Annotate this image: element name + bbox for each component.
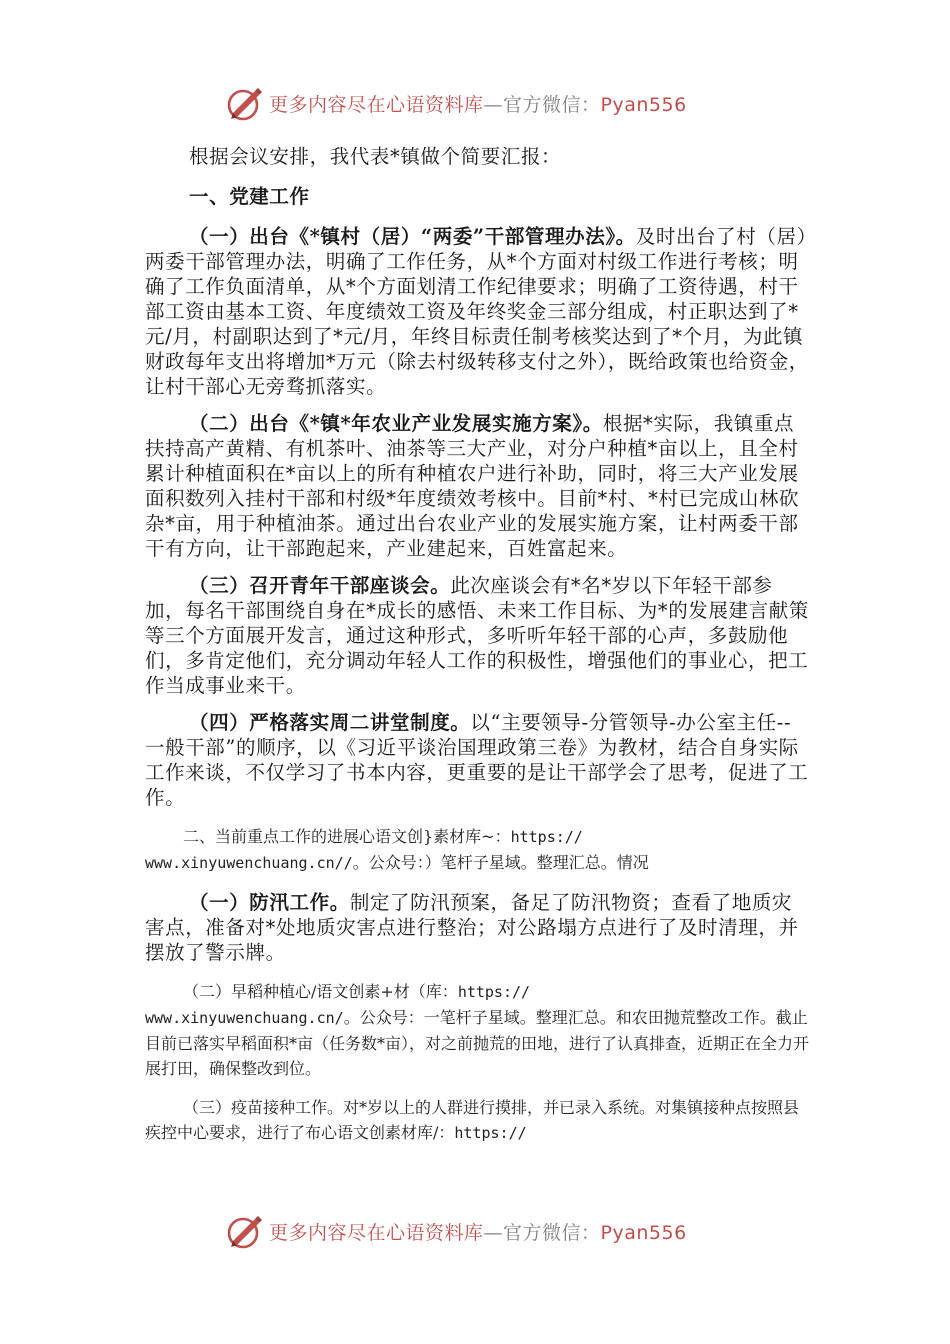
intro-paragraph: 根据会议安排，我代表*镇做个简要汇报：	[189, 145, 562, 168]
paragraph-6-url-a[interactable]: https://	[457, 983, 531, 1001]
banner-wechat-id: Pyan556	[600, 93, 687, 116]
paragraph-1-body: 及时出台了村（居）两委干部管理办法，明确了工作任务，从*个方面对村级工作进行考核；明确了工作负面清单，从*个方面划清工作纪律要求；明确了工资待遇，村干部工资由基本工资、年度绩效工资及年终奖金三部分组成，村正职达到了*元/月，村副职达到了*元/月，年终目标责任制考核奖达到了*个月，为此镇财政每年支出将增加*万元（除去村级转移支付之外），既给政策也给资金，让村干部心无旁骛抓落实。	[145, 225, 809, 398]
paragraph-3-heading: （三）召开青年干部座谈会。	[189, 574, 451, 597]
banner-label: 官方微信：	[503, 93, 601, 116]
document-body	[145, 140, 810, 1146]
banner-text	[269, 1218, 687, 1245]
banner-main: 更多内容尽在心语资料库	[269, 93, 484, 116]
footer-banner	[225, 1208, 725, 1254]
banner-label: 官方微信：	[503, 1221, 601, 1244]
paragraph-4-body: 以“主要领导-分管领导-办公室主任--一般干部”的顺序，以《习近平谈治国理政第三卷》为教材，结合自身实际工作来谈，不仅学习了书本内容，更重要的是让干部学会了思考，促进了工作。	[145, 711, 809, 809]
banner-main: 更多内容尽在心语资料库	[269, 1221, 484, 1244]
paragraph-6-url-b[interactable]: www.xinyuwenchuang.cn/	[145, 1009, 344, 1027]
banner-text	[269, 90, 687, 117]
banner-wechat-id: Pyan556	[600, 1221, 687, 1244]
paragraph-2-body: 根据*实际，我镇重点扶持高产黄精、有机茶叶、油茶等三大产业，对分户种植*亩以上，且全村累计种植面积在*亩以上的所有种植农户进行补助，同时，将三大产业发展面积数列入挂村干部和村级*年度绩效考核中。目前*村、*村已完成山林砍杂*亩，用于种植油茶。通过出台农业产业的发展实施方案，让村两委干部干有方向，让干部跑起来，产业建起来，百姓富起来。	[145, 412, 800, 560]
paragraph-3-body: 此次座谈会有*名*岁以下年轻干部参加，每名干部围绕自身在*成长的感悟、未来工作目标、为*的发展建言献策等三个方面展开发言，通过这种形式，多听听年轻干部的心声，多鼓励他们，多肯定他们，充分调动年轻人工作的积极性，增强他们的事业心，把工作当成事业来干。	[145, 574, 809, 697]
paragraph-2	[145, 411, 810, 561]
paragraph-7	[145, 1095, 810, 1146]
paragraph-7-url[interactable]: https://	[454, 1124, 527, 1142]
paragraph-7-text: （三）疫苗接种工作。对*岁以上的人群进行摸排，并已录入系统。对集镇接种点按照县疾控中心要求，进行了布心语文创素材库/：	[145, 1098, 800, 1142]
paragraph-4-heading: （四）严格落实周二讲堂制度。	[189, 711, 471, 734]
paragraph-4	[145, 710, 810, 810]
section-1-heading: 一、党建工作	[189, 185, 310, 208]
paragraph-2-heading: （二）出台《*镇*年农业产业发展实施方案》。	[189, 412, 603, 435]
paragraph-6-text-b: 。公众号：一笔杆子星域。整理汇总。和农田抛荒整改工作。截止目前已落实早稻面积*亩（任务数*亩），对之前抛荒的田地，进行了认真排查，近期正在全力开展打田，确保整改到位。	[145, 1008, 810, 1078]
section-2-text-a: 二、当前重点工作的进展心语文创}素材库~：	[183, 827, 511, 846]
pen-logo-icon	[225, 83, 265, 123]
banner-dash: —	[483, 1221, 504, 1244]
paragraph-1-heading: （一）出台《*镇村（居）“两委”干部管理办法》。	[189, 225, 636, 248]
section-2-text-b: 。公众号：）笔杆子星域。整理汇总。情况	[352, 853, 649, 872]
paragraph-1	[145, 224, 810, 399]
section-2-url-b[interactable]: www.xinyuwenchuang.cn//	[145, 854, 353, 872]
pen-logo-icon	[225, 1211, 265, 1251]
section-2-paragraph	[145, 824, 810, 876]
paragraph-6	[145, 979, 810, 1081]
paragraph-5-body: 制定了防汛预案，备足了防汛物资；查看了地质灾害点，准备对*处地质灾害点进行整治；对公路塌方点进行了及时清理，并摆放了警示牌。	[145, 891, 799, 964]
banner-dash: —	[483, 93, 504, 116]
paragraph-6-text-a: （二）早稻种植心/语文创素+材（库：	[183, 982, 458, 1001]
paragraph-3	[145, 573, 810, 698]
section-2-url-a[interactable]: https://	[510, 828, 583, 846]
paragraph-5-heading: （一）防汛工作。	[189, 891, 350, 914]
paragraph-5	[145, 890, 810, 965]
header-banner	[225, 80, 725, 126]
